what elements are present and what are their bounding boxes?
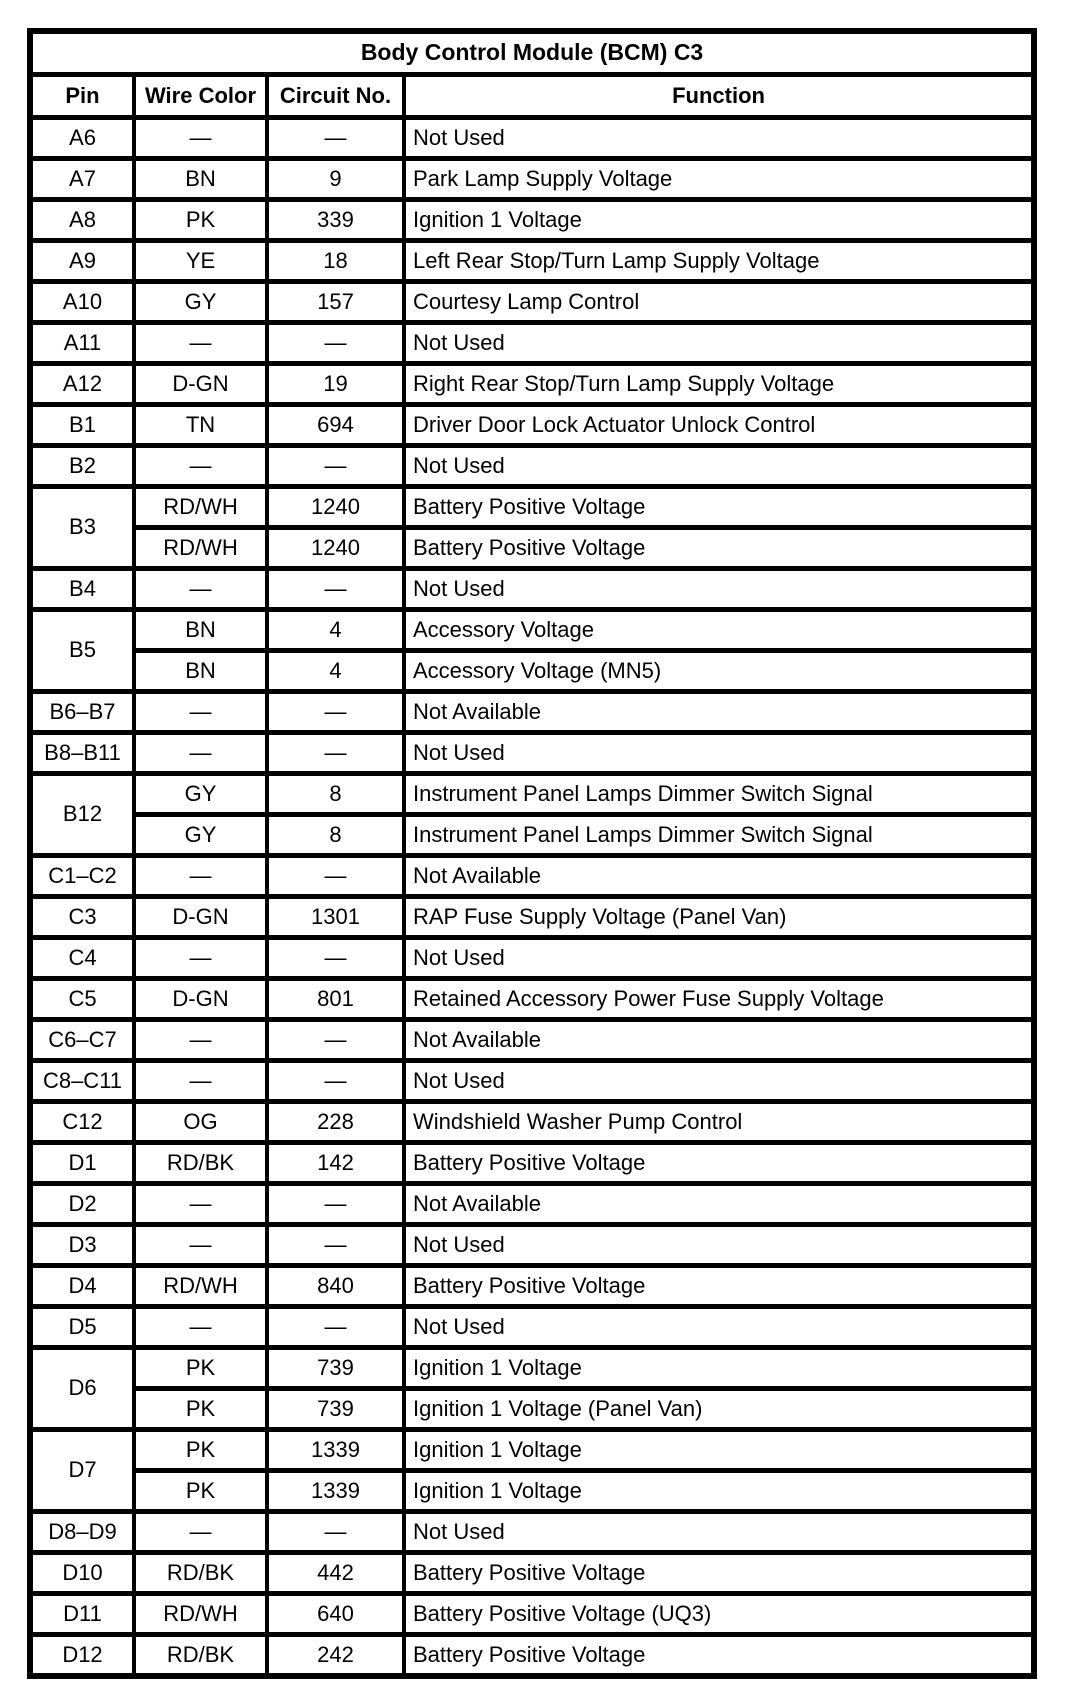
function-cell: Ignition 1 Voltage	[404, 1430, 1034, 1471]
circuit-no-cell: 4	[267, 651, 404, 692]
table-row	[30, 1266, 1034, 1307]
wire-color-cell: BN	[134, 159, 267, 200]
table-row	[30, 1102, 1034, 1143]
wire-color-cell: RD/WH	[134, 1594, 267, 1635]
pin-cell: D5	[30, 1307, 134, 1348]
table-row	[30, 1430, 1034, 1471]
function-cell: Battery Positive Voltage	[404, 1143, 1034, 1184]
table-row	[30, 1225, 1034, 1266]
wire-color-cell: —	[134, 1225, 267, 1266]
circuit-no-cell: —	[267, 1225, 404, 1266]
function-cell: Ignition 1 Voltage	[404, 1471, 1034, 1512]
table-row	[30, 569, 1034, 610]
bcm-connector-table	[27, 28, 1037, 1679]
wire-color-cell: —	[134, 446, 267, 487]
circuit-no-cell: —	[267, 1512, 404, 1553]
function-cell: Retained Accessory Power Fuse Supply Voltage	[404, 979, 1034, 1020]
circuit-no-cell: 8	[267, 774, 404, 815]
table-row	[30, 200, 1034, 241]
wire-color-cell: —	[134, 118, 267, 159]
pin-cell: C6–C7	[30, 1020, 134, 1061]
table-row	[30, 1143, 1034, 1184]
pin-cell: A9	[30, 241, 134, 282]
wire-color-cell: BN	[134, 610, 267, 651]
pin-cell: C8–C11	[30, 1061, 134, 1102]
bcm-table-body	[30, 118, 1034, 1677]
function-cell: Not Used	[404, 733, 1034, 774]
circuit-no-cell: 8	[267, 815, 404, 856]
table-row	[30, 528, 1034, 569]
function-cell: Instrument Panel Lamps Dimmer Switch Signal	[404, 815, 1034, 856]
wire-color-cell: PK	[134, 1430, 267, 1471]
table-row	[30, 733, 1034, 774]
wire-color-cell: D-GN	[134, 897, 267, 938]
function-cell: Battery Positive Voltage	[404, 1635, 1034, 1677]
pin-cell: B5	[30, 610, 134, 692]
circuit-no-cell: 228	[267, 1102, 404, 1143]
circuit-no-cell: 19	[267, 364, 404, 405]
function-cell: Not Used	[404, 1307, 1034, 1348]
function-cell: Ignition 1 Voltage	[404, 1348, 1034, 1389]
function-cell: Not Used	[404, 1512, 1034, 1553]
table-row	[30, 1348, 1034, 1389]
function-cell: Not Used	[404, 118, 1034, 159]
function-cell: Courtesy Lamp Control	[404, 282, 1034, 323]
table-row	[30, 1061, 1034, 1102]
table-row	[30, 1307, 1034, 1348]
function-cell: Not Used	[404, 446, 1034, 487]
table-row	[30, 1020, 1034, 1061]
table-row	[30, 692, 1034, 733]
wire-color-cell: —	[134, 1307, 267, 1348]
wire-color-cell: RD/WH	[134, 487, 267, 528]
function-cell: Not Used	[404, 569, 1034, 610]
circuit-no-cell: —	[267, 1020, 404, 1061]
wire-color-cell: D-GN	[134, 364, 267, 405]
function-cell: Right Rear Stop/Turn Lamp Supply Voltage	[404, 364, 1034, 405]
pin-cell: C12	[30, 1102, 134, 1143]
table-header-row	[30, 75, 1034, 118]
circuit-no-cell: 142	[267, 1143, 404, 1184]
wire-color-cell: —	[134, 569, 267, 610]
table-row	[30, 1184, 1034, 1225]
function-cell: Battery Positive Voltage	[404, 528, 1034, 569]
function-cell: Driver Door Lock Actuator Unlock Control	[404, 405, 1034, 446]
pin-cell: B4	[30, 569, 134, 610]
function-cell: Accessory Voltage (MN5)	[404, 651, 1034, 692]
function-cell: Windshield Washer Pump Control	[404, 1102, 1034, 1143]
table-row	[30, 446, 1034, 487]
circuit-no-cell: 242	[267, 1635, 404, 1677]
wire-color-cell: RD/BK	[134, 1143, 267, 1184]
circuit-no-cell: 1240	[267, 528, 404, 569]
circuit-no-cell: 640	[267, 1594, 404, 1635]
wire-color-cell: —	[134, 733, 267, 774]
circuit-no-cell: 442	[267, 1553, 404, 1594]
table-row	[30, 241, 1034, 282]
circuit-no-cell: 840	[267, 1266, 404, 1307]
wire-color-cell: —	[134, 856, 267, 897]
wire-color-cell: —	[134, 1512, 267, 1553]
circuit-no-cell: —	[267, 1184, 404, 1225]
wire-color-cell: PK	[134, 1471, 267, 1512]
wire-color-cell: —	[134, 323, 267, 364]
wire-color-cell: PK	[134, 1389, 267, 1430]
function-cell: Battery Positive Voltage	[404, 487, 1034, 528]
column-header-pin: Pin	[30, 75, 134, 118]
function-cell: Instrument Panel Lamps Dimmer Switch Signal	[404, 774, 1034, 815]
pin-cell: D2	[30, 1184, 134, 1225]
circuit-no-cell: —	[267, 569, 404, 610]
table-row	[30, 323, 1034, 364]
wire-color-cell: —	[134, 938, 267, 979]
circuit-no-cell: —	[267, 856, 404, 897]
pin-cell: A6	[30, 118, 134, 159]
circuit-no-cell: 1240	[267, 487, 404, 528]
wire-color-cell: BN	[134, 651, 267, 692]
pin-cell: D3	[30, 1225, 134, 1266]
table-row	[30, 1553, 1034, 1594]
pin-cell: D1	[30, 1143, 134, 1184]
circuit-no-cell: 1301	[267, 897, 404, 938]
wire-color-cell: GY	[134, 774, 267, 815]
circuit-no-cell: —	[267, 733, 404, 774]
wire-color-cell: GY	[134, 282, 267, 323]
table-row	[30, 364, 1034, 405]
wire-color-cell: RD/WH	[134, 528, 267, 569]
circuit-no-cell: 18	[267, 241, 404, 282]
wire-color-cell: YE	[134, 241, 267, 282]
table-row	[30, 118, 1034, 159]
circuit-no-cell: 801	[267, 979, 404, 1020]
table-row	[30, 938, 1034, 979]
function-cell: Battery Positive Voltage	[404, 1553, 1034, 1594]
circuit-no-cell: 9	[267, 159, 404, 200]
circuit-no-cell: —	[267, 323, 404, 364]
circuit-no-cell: 339	[267, 200, 404, 241]
function-cell: Ignition 1 Voltage (Panel Van)	[404, 1389, 1034, 1430]
circuit-no-cell: 1339	[267, 1471, 404, 1512]
table-title: Body Control Module (BCM) C3	[30, 31, 1034, 75]
wire-color-cell: OG	[134, 1102, 267, 1143]
pin-cell: B1	[30, 405, 134, 446]
pin-cell: A10	[30, 282, 134, 323]
wire-color-cell: RD/BK	[134, 1635, 267, 1677]
circuit-no-cell: 4	[267, 610, 404, 651]
table-row	[30, 979, 1034, 1020]
table-row	[30, 405, 1034, 446]
pin-cell: B12	[30, 774, 134, 856]
function-cell: Battery Positive Voltage	[404, 1266, 1034, 1307]
table-title-row	[30, 31, 1034, 75]
table-row	[30, 815, 1034, 856]
pin-cell: C3	[30, 897, 134, 938]
wire-color-cell: —	[134, 692, 267, 733]
wire-color-cell: RD/BK	[134, 1553, 267, 1594]
table-row	[30, 282, 1034, 323]
table-row	[30, 1594, 1034, 1635]
function-cell: Ignition 1 Voltage	[404, 200, 1034, 241]
circuit-no-cell: 694	[267, 405, 404, 446]
table-row	[30, 1635, 1034, 1677]
wire-color-cell: TN	[134, 405, 267, 446]
pin-cell: A11	[30, 323, 134, 364]
circuit-no-cell: —	[267, 938, 404, 979]
table-row	[30, 774, 1034, 815]
pin-cell: B2	[30, 446, 134, 487]
column-header-function: Function	[404, 75, 1034, 118]
wire-color-cell: PK	[134, 1348, 267, 1389]
pin-cell: D12	[30, 1635, 134, 1677]
column-header-wire-color: Wire Color	[134, 75, 267, 118]
pin-cell: A7	[30, 159, 134, 200]
pin-cell: D10	[30, 1553, 134, 1594]
function-cell: Not Available	[404, 1184, 1034, 1225]
circuit-no-cell: —	[267, 446, 404, 487]
function-cell: Not Available	[404, 692, 1034, 733]
table-head	[30, 31, 1034, 118]
function-cell: Left Rear Stop/Turn Lamp Supply Voltage	[404, 241, 1034, 282]
pin-cell: D6	[30, 1348, 134, 1430]
table-row	[30, 610, 1034, 651]
wire-color-cell: GY	[134, 815, 267, 856]
pin-cell: C1–C2	[30, 856, 134, 897]
function-cell: RAP Fuse Supply Voltage (Panel Van)	[404, 897, 1034, 938]
table-row	[30, 1389, 1034, 1430]
circuit-no-cell: 739	[267, 1348, 404, 1389]
function-cell: Not Available	[404, 1020, 1034, 1061]
pin-cell: B6–B7	[30, 692, 134, 733]
wire-color-cell: —	[134, 1061, 267, 1102]
pin-cell: B8–B11	[30, 733, 134, 774]
function-cell: Not Used	[404, 938, 1034, 979]
circuit-no-cell: —	[267, 118, 404, 159]
table-row	[30, 1471, 1034, 1512]
wire-color-cell: —	[134, 1184, 267, 1225]
circuit-no-cell: —	[267, 1061, 404, 1102]
pin-cell: C4	[30, 938, 134, 979]
function-cell: Battery Positive Voltage (UQ3)	[404, 1594, 1034, 1635]
pin-cell: C5	[30, 979, 134, 1020]
circuit-no-cell: 1339	[267, 1430, 404, 1471]
table-row	[30, 487, 1034, 528]
table-row	[30, 651, 1034, 692]
function-cell: Accessory Voltage	[404, 610, 1034, 651]
function-cell: Park Lamp Supply Voltage	[404, 159, 1034, 200]
wire-color-cell: RD/WH	[134, 1266, 267, 1307]
pin-cell: D4	[30, 1266, 134, 1307]
table-row	[30, 856, 1034, 897]
wire-color-cell: —	[134, 1020, 267, 1061]
circuit-no-cell: —	[267, 692, 404, 733]
wire-color-cell: PK	[134, 200, 267, 241]
circuit-no-cell: 739	[267, 1389, 404, 1430]
circuit-no-cell: 157	[267, 282, 404, 323]
table-row	[30, 897, 1034, 938]
pin-cell: D8–D9	[30, 1512, 134, 1553]
pin-cell: B3	[30, 487, 134, 569]
pin-cell: D7	[30, 1430, 134, 1512]
circuit-no-cell: —	[267, 1307, 404, 1348]
wire-color-cell: D-GN	[134, 979, 267, 1020]
pin-cell: A8	[30, 200, 134, 241]
column-header-circuit-no: Circuit No.	[267, 75, 404, 118]
pin-cell: A12	[30, 364, 134, 405]
pin-cell: D11	[30, 1594, 134, 1635]
table-row	[30, 159, 1034, 200]
table-row	[30, 1512, 1034, 1553]
function-cell: Not Used	[404, 1061, 1034, 1102]
function-cell: Not Used	[404, 1225, 1034, 1266]
function-cell: Not Available	[404, 856, 1034, 897]
function-cell: Not Used	[404, 323, 1034, 364]
